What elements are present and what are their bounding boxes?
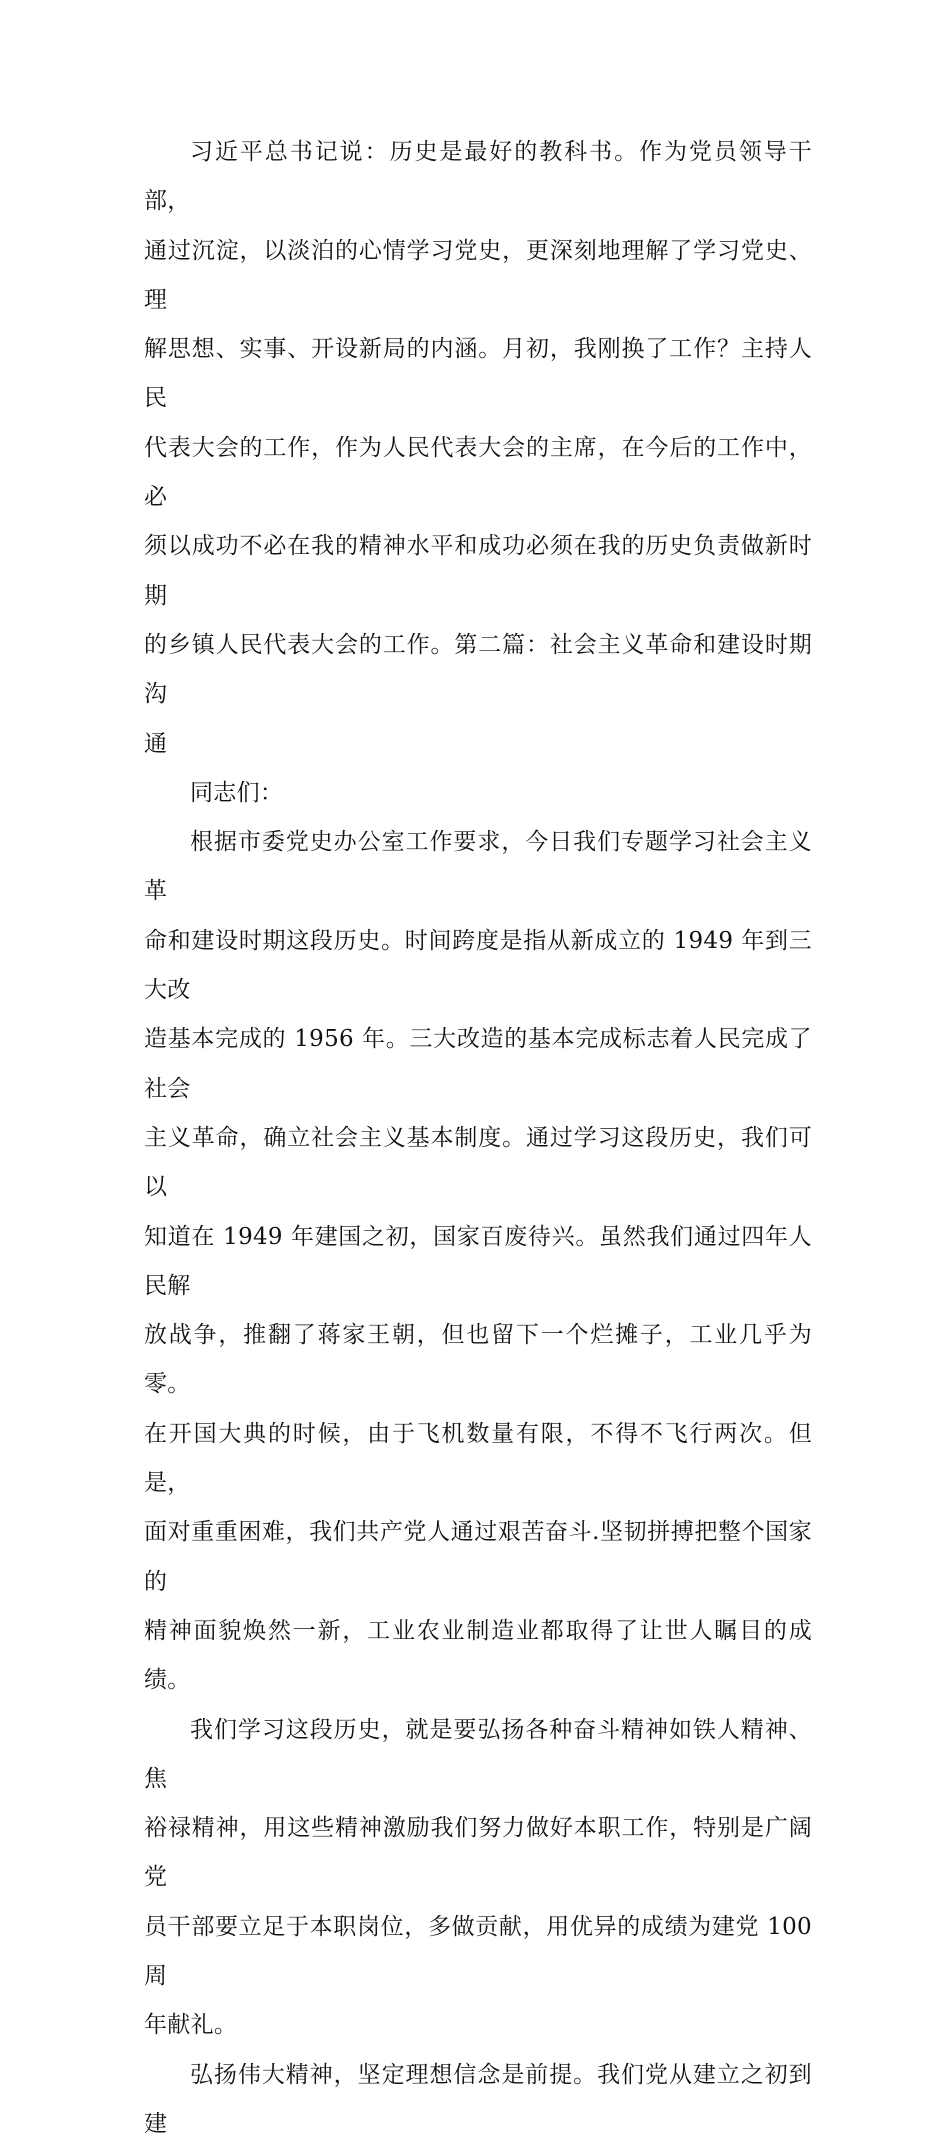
paragraph-3: 根据市委党史办公室工作要求，今日我们专题学习社会主义革 命和建设时期这段历史。时间跨度是指从新成立的 1949 年到三大改 造基本完成的 1956 年。三大改造的基本完成标志着人民完成了社会 主义革命，确立社会主义基本制度。通过学习这段历史，我们可以 知道在 1949 年建国之初，国家百废待兴。虽然我们通过四年人民解 放战争，推翻了蒋家王朝，但也留下一个烂摊子，工业几乎为零。 在开国大典的时候，由于飞机数量有限，不得不飞行两次。但是， 面对重重困难，我们共产党人通过艰苦奋斗.坚韧拼搏把整个国家的 精神面貌焕然一新，工业农业制造业都取得了让世人瞩目的成绩。 [144, 829, 812, 1694]
paragraph-2: 同志们： [190, 779, 284, 806]
document-body [144, 128, 812, 2149]
paragraph-1: 习近平总书记说：历史是最好的教科书。作为党员领导干部， 通过沉淀，以淡泊的心情学习党史，更深刻地理解了学习党史、理 解思想、实事、开设新局的内涵。月初，我刚换了工作？主持人民 代表大会的工作，作为人民代表大会的主席，在今后的工作中，必 须以成功不必在我的精神水平和成功必须在我的历史负责做新时期 的乡镇人民代表大会的工作。第二篇：社会主义革命和建设时期沟 通 [144, 139, 812, 757]
paragraph-4: 我们学习这段历史，就是要弘扬各种奋斗精神如铁人精神、焦 裕禄精神，用这些精神激励我们努力做好本职工作，特别是广阔党 员干部要立足于本职岗位，多做贡献，用优异的成绩为建党 100 周 年献礼。 [144, 1716, 812, 2039]
paragraph-5: 弘扬伟大精神，坚定理想信念是前提。我们党从建立之初到建 [144, 2061, 812, 2137]
